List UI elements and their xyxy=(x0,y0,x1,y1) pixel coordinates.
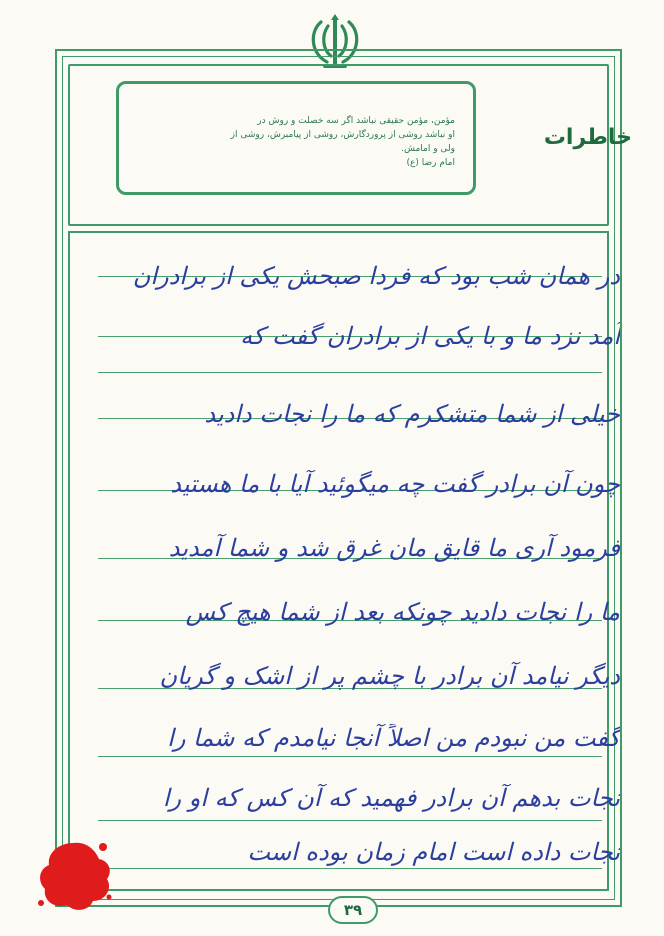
quote-source: امام رضا (ع) xyxy=(406,158,455,168)
handwritten-line: نجات داده است امام زمان بوده است xyxy=(247,838,620,866)
quote-line: ولی و امامش. xyxy=(401,144,455,154)
red-ink-blot xyxy=(33,833,115,915)
handwritten-line: در همان شب بود که فردا صبحش یکی از برادران xyxy=(132,262,620,290)
handwritten-line: دیگر نیامد آن برادر با چشم پر از اشک و گریان xyxy=(159,662,620,690)
quote-line: مؤمن، مؤمن حقیقی نباشد اگر سه خصلت و روش در xyxy=(257,116,455,126)
ruled-line xyxy=(98,372,602,373)
handwritten-line: خیلی از شما متشکرم که ما را نجات دادید xyxy=(204,400,620,428)
section-title: خاطرات xyxy=(543,125,632,150)
handwritten-line: آمد نزد ما و با یکی از برادران گفت که xyxy=(240,322,620,350)
handwritten-line: گفت من نبودم من اصلاً آنجا نیامدم که شما را xyxy=(167,724,620,752)
handwritten-line: فرمود آری ما قایق مان غرق شد و شما آمدید xyxy=(168,534,620,562)
quote-line: او نباشد روشی از پروردگارش، روشی از پیامبرش، روشی از xyxy=(230,130,455,140)
handwritten-line: چون آن برادر گفت چه میگوئید آیا با ما هستید xyxy=(170,470,620,498)
page-number: ۳۹ xyxy=(328,896,378,924)
hadith-quote-box xyxy=(116,81,476,195)
handwritten-line: نجات بدهم آن برادر فهمید که آن کس که او را xyxy=(162,784,620,812)
handwritten-line: ما را نجات دادید چونکه بعد از شما هیچ کس xyxy=(185,598,620,626)
